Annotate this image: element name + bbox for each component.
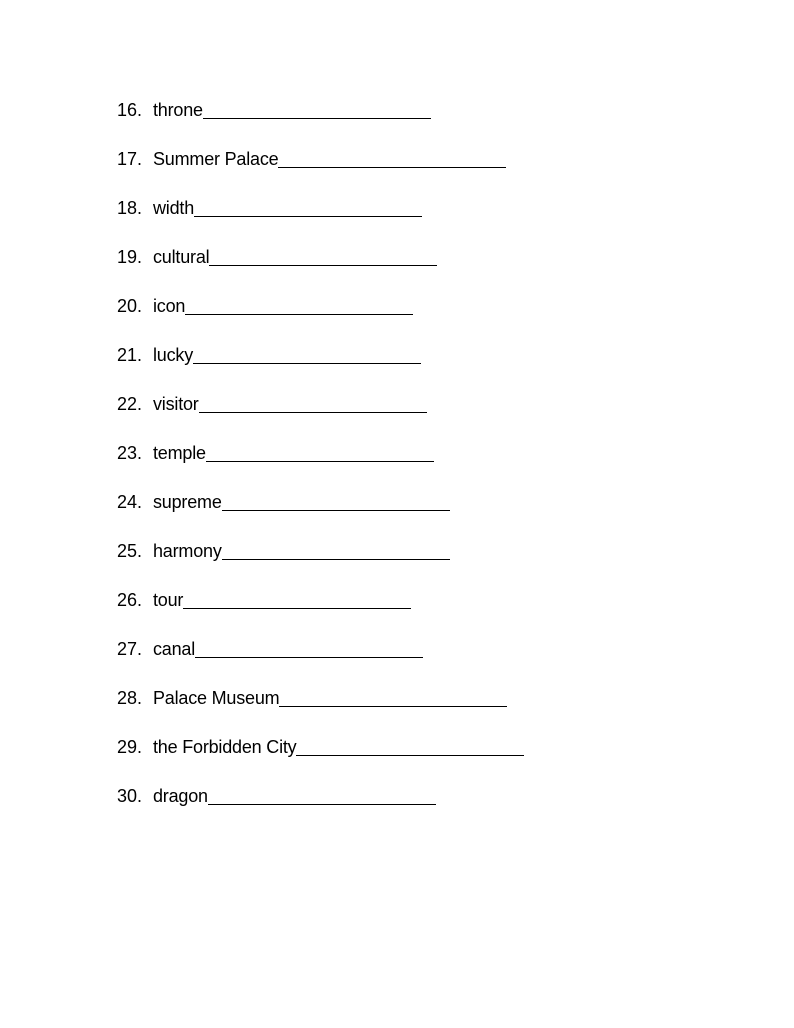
- item-term: supreme: [153, 492, 222, 512]
- item-term: icon: [153, 296, 186, 316]
- item-number: 30.: [117, 786, 143, 806]
- item-number: 17.: [117, 149, 143, 169]
- list-item: [117, 587, 524, 636]
- list-item: [117, 293, 524, 342]
- list-item: [117, 685, 524, 734]
- answer-blank[interactable]: [222, 489, 450, 511]
- list-item: [117, 244, 524, 293]
- item-term: lucky: [153, 345, 194, 365]
- item-number: 18.: [117, 198, 143, 218]
- item-term: width: [153, 198, 195, 218]
- answer-blank[interactable]: [209, 244, 437, 266]
- item-number: 19.: [117, 247, 143, 267]
- item-number: 28.: [117, 688, 143, 708]
- item-term: visitor: [153, 394, 199, 414]
- answer-blank[interactable]: [206, 440, 434, 462]
- list-item: [117, 734, 524, 783]
- list-item: [117, 783, 524, 832]
- item-term: tour: [153, 590, 184, 610]
- answer-blank[interactable]: [193, 342, 421, 364]
- list-item: [117, 440, 524, 489]
- item-term: canal: [153, 639, 196, 659]
- list-item: [117, 636, 524, 685]
- answer-blank[interactable]: [279, 685, 507, 707]
- item-number: 24.: [117, 492, 143, 512]
- list-item: [117, 391, 524, 440]
- item-term: Palace Museum: [153, 688, 280, 708]
- answer-blank[interactable]: [222, 538, 450, 560]
- item-term: the Forbidden City: [153, 737, 297, 757]
- answer-blank[interactable]: [296, 734, 524, 756]
- item-number: 22.: [117, 394, 143, 414]
- list-item: [117, 195, 524, 244]
- item-number: 16.: [117, 100, 143, 120]
- answer-blank[interactable]: [278, 146, 506, 168]
- item-term: harmony: [153, 541, 222, 561]
- list-item: [117, 342, 524, 391]
- list-item: [117, 146, 524, 195]
- item-number: 21.: [117, 345, 143, 365]
- list-item: [117, 97, 524, 146]
- answer-blank[interactable]: [199, 391, 427, 413]
- answer-blank[interactable]: [208, 783, 436, 805]
- item-number: 25.: [117, 541, 143, 561]
- item-number: 23.: [117, 443, 143, 463]
- list-item: [117, 538, 524, 587]
- vocabulary-list: [117, 97, 524, 832]
- item-term: temple: [153, 443, 206, 463]
- item-number: 27.: [117, 639, 143, 659]
- list-item: [117, 489, 524, 538]
- item-number: 29.: [117, 737, 143, 757]
- answer-blank[interactable]: [183, 587, 411, 609]
- item-term: dragon: [153, 786, 208, 806]
- item-number: 26.: [117, 590, 143, 610]
- answer-blank[interactable]: [203, 97, 431, 119]
- item-term: Summer Palace: [153, 149, 279, 169]
- answer-blank[interactable]: [185, 293, 413, 315]
- item-number: 20.: [117, 296, 143, 316]
- answer-blank[interactable]: [195, 636, 423, 658]
- item-term: throne: [153, 100, 203, 120]
- answer-blank[interactable]: [194, 195, 422, 217]
- item-term: cultural: [153, 247, 210, 267]
